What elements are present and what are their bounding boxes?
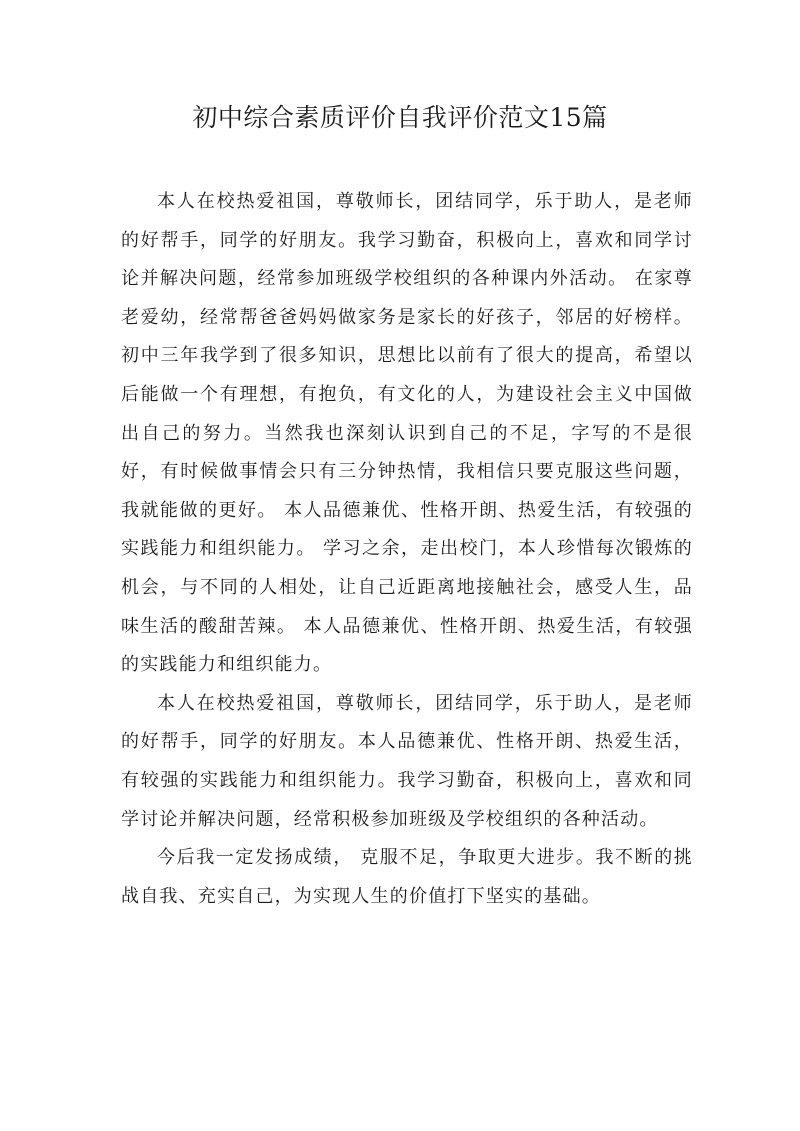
document-title: 初中综合素质评价自我评价范文15篇 (192, 103, 608, 132)
document-body (121, 183, 693, 916)
paragraph-3: 今后我一定发扬成绩， 克服不足，争取更大进步。我不断的挑战自我、充实自己，为实现人生的价值打下坚实的基础。 (121, 847, 693, 907)
paragraph-1: 本人在校热爱祖国，尊敬师长，团结同学，乐于助人，是老师的好帮手，同学的好朋友。我学习勤奋，积极向上，喜欢和同学讨论并解决问题，经常参加班级学校组织的各种课内外活动。 在家尊老爱幼，经常帮爸爸妈妈做家务是家长的好孩子，邻居的好榜样。 初中三年我学到了很多知识，思想比以前有了很大的提高，希望以后能做一个有理想，有抱负，有文化的人，为建设社会主义中国做出自己的努力。当然我也深刻认识到自己的不足，字写的不是很好，有时候做事情会只有三分钟热情，我相信只要克服这些问题，我就能做的更好。 本人品德兼优、性格开朗、热爱生活，有较强的实践能力和组织能力。 学习之余，走出校门，本人珍惜每次锻炼的机会，与不同的人相处，让自己近距离地接触社会，感受人生，品味生活的酸甜苦辣。 本人品德兼优、性格开朗、热爱生活，有较强的实践能力和组织能力。 (121, 191, 693, 676)
paragraph-2: 本人在校热爱祖国，尊敬师长，团结同学，乐于助人，是老师的好帮手，同学的好朋友。本人品德兼优、性格开朗、热爱生活，有较强的实践能力和组织能力。我学习勤奋，积极向上，喜欢和同学讨论并解决问题，经常积极参加班级及学校组织的各种活动。 (121, 692, 693, 830)
